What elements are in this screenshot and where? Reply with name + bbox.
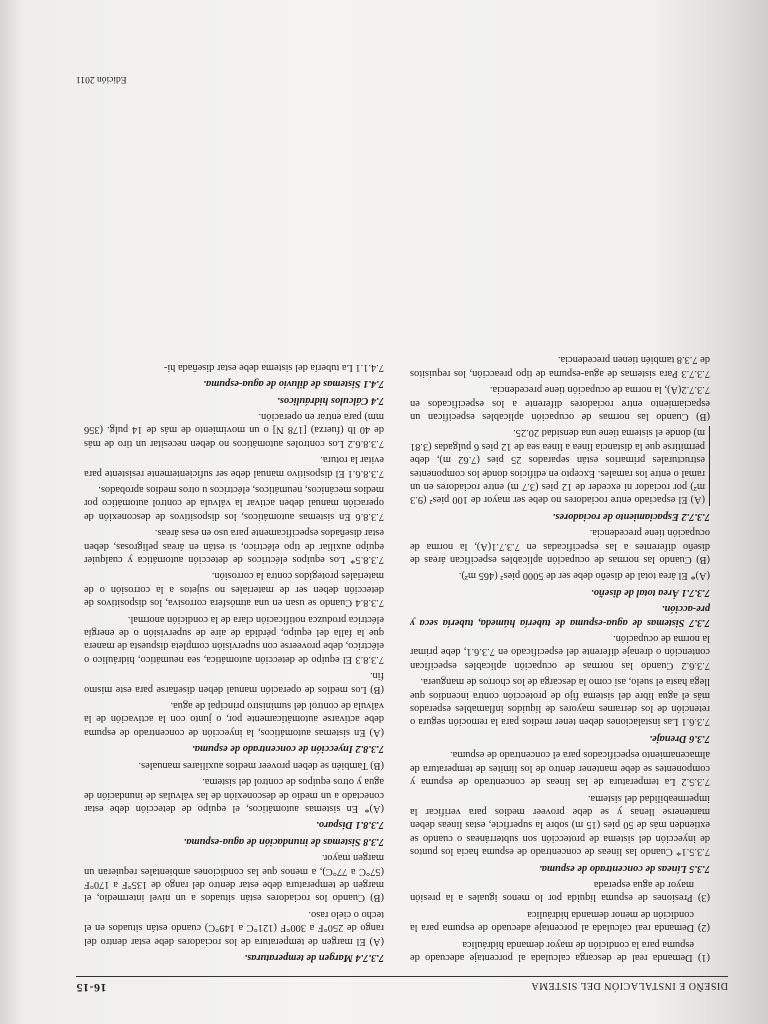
section-heading: 7.3.7.2 Espaciamiento de rociadores. — [552, 510, 710, 522]
paragraph: (B) También se deben proveer medios auxiliares manuales. — [138, 759, 384, 771]
paragraph: 7.3.6.1 Las instalaciones deben tener medios para la remoción segura o retención de los derrames mayores de líquidos inflamables esperados más el agua libre del sistema fijo de protección contra incendios que llega hasta el suelo, así como la descarga de los chorros de manguera. — [410, 676, 710, 728]
paragraph: (B) Los medios de operación manual deben diseñarse para este mismo fin. — [84, 670, 384, 695]
paragraph: (A)* El área total de diseño debe ser de 5000 pies² (465 m²). — [458, 570, 710, 582]
section-heading: 7.3.8 Sistemas de inundación de agua-espuma. — [183, 835, 384, 847]
section-heading: 7.3.7 Sistemas de agua-espuma de tubería húmeda, tubería seca y pre-acción. — [410, 603, 710, 628]
paragraph: 7.3.8.4 Cuando se usan en una atmósfera corrosiva, los dispositivos de detección deben ser de materiales no sujetos a la corrosión o de materiales protegidos contra la corrosión. — [84, 570, 384, 609]
paragraph: (A) El margen de temperatura de los rociadores debe estar dentro del rango de 250°F a 300°F (121°C a 149°C) cuando están situados en el techo o cielo raso. — [84, 908, 384, 947]
section-heading: 7.3.7.1 Área total de diseño. — [591, 586, 710, 598]
paragraph: 7.3.8.5* Los equipos eléctricos de detección automática y cualquier equipo auxiliar de tipo eléctrico, si están en áreas peligrosas, deben estar diseñados específicamente para uso en esas áreas. — [84, 527, 384, 566]
header-title: DISEÑO E INSTALACIÓN DEL SISTEMA — [530, 980, 728, 991]
paragraph: 7.3.5.1* Cuando las líneas de concentrado de espuma hacia los puntos de inyección del sistema de protección son subterráneas o cuando se extienden más de 50 pies (15 m) sobre la superficie, estas líneas deben mantenerse llenas y se debe proveer medios para verificar la impermeabilidad del sistema. — [410, 792, 710, 858]
paragraph: (A)* En sistemas automáticos, el equipo de detección debe estar conectado a un medio de desconexión de las válvulas de inundación de agua y otros equipos de control del sistema. — [84, 776, 384, 814]
section-heading: 7.3.8.1 Disparo. — [316, 819, 384, 831]
section-heading: 7.4 Cálculos hidráulicos. — [277, 394, 384, 406]
section-heading: 7.3.7.4 Margen de temperaturas. — [244, 952, 384, 963]
section-heading: 7.4.1 Sistemas de diluvio de agua-espuma. — [203, 378, 384, 390]
paragraph: 7.4.1.1 La tubería del sistema debe estar diseñada hi- — [163, 361, 384, 373]
paragraph: 7.3.8.3 El equipo de detección automática, sea neumático, hidráulico o eléctrico, debe proveerse con supervisión completa dispuesta de manera que la falla del equipo, pérdida de aire de supervisión o de energía eléctrica produzca notificación clara de la condición anormal. — [84, 613, 384, 665]
paragraph: (B) Cuando las normas de ocupación aplicables especifican un espaciamiento entre rociadores diferente a los especificados en 7.3.7.2(A), la norma de ocupación tiene precedencia. — [410, 384, 710, 422]
paragraph: (3) Presiones de espuma líquida por lo menos iguales a la presión mayor de agua esperada — [410, 878, 710, 904]
section-heading: 7.3.6 Drenaje. — [649, 732, 710, 744]
paragraph: 7.3.8.6 En sistemas automáticos, los dispositivos de desconexión de operación manual deben activar la válvula de control automático por medios mecánicos, neumáticos, eléctricos u otros medios aprobados. — [84, 484, 384, 522]
edition-footer: Edición 2011 — [76, 74, 127, 84]
paragraph: 7.3.8.6.2 Los controles automáticos no deben necesitar un tiro de más de 40 lb (fuerza) [178 N] o un movimiento de más de 14 pulg. (356 mm) para entrar en operación. — [84, 410, 384, 449]
paragraph: 7.3.6.2 Cuando las normas de ocupación aplicables especifican contención o drenaje diferente del especificado en 7.3.6.1, debe primar la norma de ocupación. — [410, 633, 710, 671]
paragraph: (A) En sistemas automáticos, la inyección de concentrado de espuma debe activarse automáticamente por, o junto con la activación de la válvula de control del suministro principal de agua. — [84, 700, 384, 738]
section-heading: 7.3.8.2 Inyección de concentrado de espuma. — [192, 743, 384, 755]
paragraph: 7.3.7.3 Para sistemas de agua-espuma de tipo preacción, los requisitos de 7.3.8 también tienen precedencia. — [410, 354, 710, 379]
right-text-column — [84, 84, 384, 964]
paragraph: (2) Demanda real calculada al porcentaje adecuado de espuma para la condición de menor demanda hidráulica — [410, 908, 710, 934]
running-header — [76, 976, 728, 1004]
paragraph: (B) Cuando los rociadores están situados a un nivel intermedio, el margen de temperatura debe estar dentro del rango de 135°F a 170°F (57°C a 77°C), a menos que las condiciones ambientales requieran un margen mayor. — [84, 852, 384, 904]
paragraph: 7.3.8.6.1 El dispositivo manual debe ser suficientemente resistente para evitar la rotura. — [84, 454, 384, 479]
section-heading: 7.3.5 Líneas de concentrado de espuma. — [539, 862, 710, 874]
paragraph: (B) Cuando las normas de ocupación aplicables especifican áreas de diseño diferentes a las especificadas en 7.3.7.1(A), la norma de ocupación tiene precedencia. — [410, 527, 710, 566]
left-text-column — [410, 84, 710, 964]
page-number: 16-15 — [76, 981, 107, 995]
paragraph: 7.3.5.2 La temperatura de las líneas de concentrado de espuma y componentes se debe mantener dentro de los límites de temperatura de almacenamiento especificados para el concentrado de espuma. — [410, 749, 710, 788]
paragraph: (1) Demanda real de descarga calculada al porcentaje adecuado de espuma para la condición de mayor demanda hidráulica — [410, 938, 710, 963]
paragraph: (A) El espaciado entre rociadores no debe ser mayor de 100 pies² (9.3 m²) por rociador ni exceder de 12 pies (3.7 m) entre rociadores en un ramal o entre los ramales. Excepto en edificios donde los componentes estructurales primarios están separados 25 pies (7.62 m), debe permitirse que la distancia línea a línea sea de 12 pies 6 pulgadas (3.81 m) donde el sistema tiene una densidad 20.25. — [410, 426, 710, 506]
